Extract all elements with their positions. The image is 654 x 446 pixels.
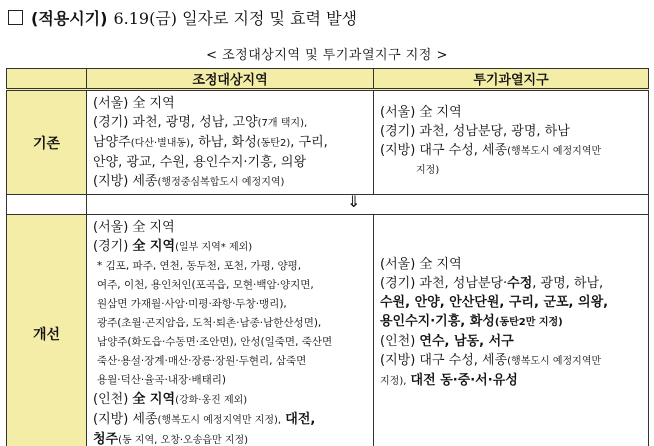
text-line: (서울) 全 지역 — [380, 257, 462, 272]
note-line: 죽산·용설·장계·매산·장릉·장원·두현리, 삼죽면 — [97, 355, 307, 367]
text-line: 청주(동 지역, 오창·오송읍만 지정) — [93, 432, 249, 446]
column-header-speculation: 투기과열지구 — [374, 69, 649, 90]
note-line: * 김포, 파주, 연천, 동두천, 포천, 가평, 양평, — [97, 260, 302, 272]
note-line: 원삼면 가재월·사암·미평·좌항·두창·맹리), — [97, 298, 287, 310]
header-lead: (적용시기) — [31, 8, 108, 28]
checkbox-icon — [8, 10, 23, 25]
existing-adjustment-cell — [87, 90, 374, 195]
text-line: (경기) 과천, 광명, 성남, 고양(7개 택지), — [93, 115, 308, 130]
text-line: (지방) 대구 수성, 세종(행복도시 예정지역만 — [380, 353, 602, 368]
text-line: 수원, 안양, 안산단원, 구리, 군포, 의왕, — [380, 295, 609, 310]
note-line: 광주(초월·곤지암읍, 도척·퇴촌·남종·남한산성면), — [97, 317, 322, 329]
text-line: (인천) 全 지역(강화·옹진 제외) — [93, 392, 248, 407]
text-line: (경기) 과천, 성남분당, 광명, 하남 — [380, 124, 570, 139]
note-line: 남양주(화도읍·수동면·조안면), 안성(일죽면, 죽산면 — [97, 336, 333, 348]
arrow-spacer — [7, 195, 87, 215]
note-line: 용월·덕산·율곡·내장·배태리) — [97, 374, 227, 386]
text-line: (서울) 全 지역 — [93, 220, 175, 235]
text-line: (지방) 대구 수성, 세종(행복도시 예정지역만 — [380, 143, 602, 158]
improved-adjustment-cell — [87, 215, 374, 446]
improved-speculation-cell — [374, 215, 649, 446]
text-line: (지방) 세종(행복도시 예정지역만 지정), 대전, — [93, 412, 316, 427]
text-line: 지정) — [416, 165, 440, 176]
header-line — [8, 4, 357, 30]
existing-speculation-cell — [374, 90, 649, 195]
text-line: (인천) 연수, 남동, 서구 — [380, 334, 514, 349]
row-improved — [7, 215, 649, 446]
column-header-adjustment: 조정대상지역 — [87, 69, 374, 90]
text-line: 지정), 대전 동·중·서·유성 — [380, 373, 518, 388]
arrow-row — [7, 195, 649, 215]
note-line: 여주, 이천, 용인처인(포곡읍, 모현·백암·양지면, — [97, 279, 314, 291]
text-line: (서울) 全 지역 — [93, 96, 175, 111]
text-line: 용인수지·기흥, 화성(동탄2만 지정) — [380, 314, 563, 329]
text-line: 안양, 광교, 수원, 용인수지·기흥, 의왕 — [93, 155, 307, 170]
down-arrow-icon: ⇓ — [87, 195, 649, 215]
header-row — [7, 69, 649, 90]
row-existing — [7, 90, 649, 195]
text-line: (경기) 과천, 성남분당·수정, 광명, 하남, — [380, 276, 604, 291]
zoning-table — [6, 68, 649, 446]
text-line: 남양주(다산·별내동), 하남, 화성(동탄2), 구리, — [93, 135, 328, 150]
text-line: (경기) 全 지역(일부 지역* 제외) — [93, 239, 253, 254]
row-label-existing: 기존 — [7, 90, 87, 195]
text-line: (서울) 全 지역 — [380, 105, 462, 120]
corner-cell — [7, 69, 87, 90]
row-label-improved: 개선 — [7, 215, 87, 446]
text-line: (지방) 세종(행정중심복합도시 예정지역) — [93, 174, 285, 189]
header-text: 6.19(금) 일자로 지정 및 효력 발생 — [113, 8, 358, 28]
table-caption: < 조정대상지역 및 투기과열지구 지정 > — [206, 48, 448, 63]
